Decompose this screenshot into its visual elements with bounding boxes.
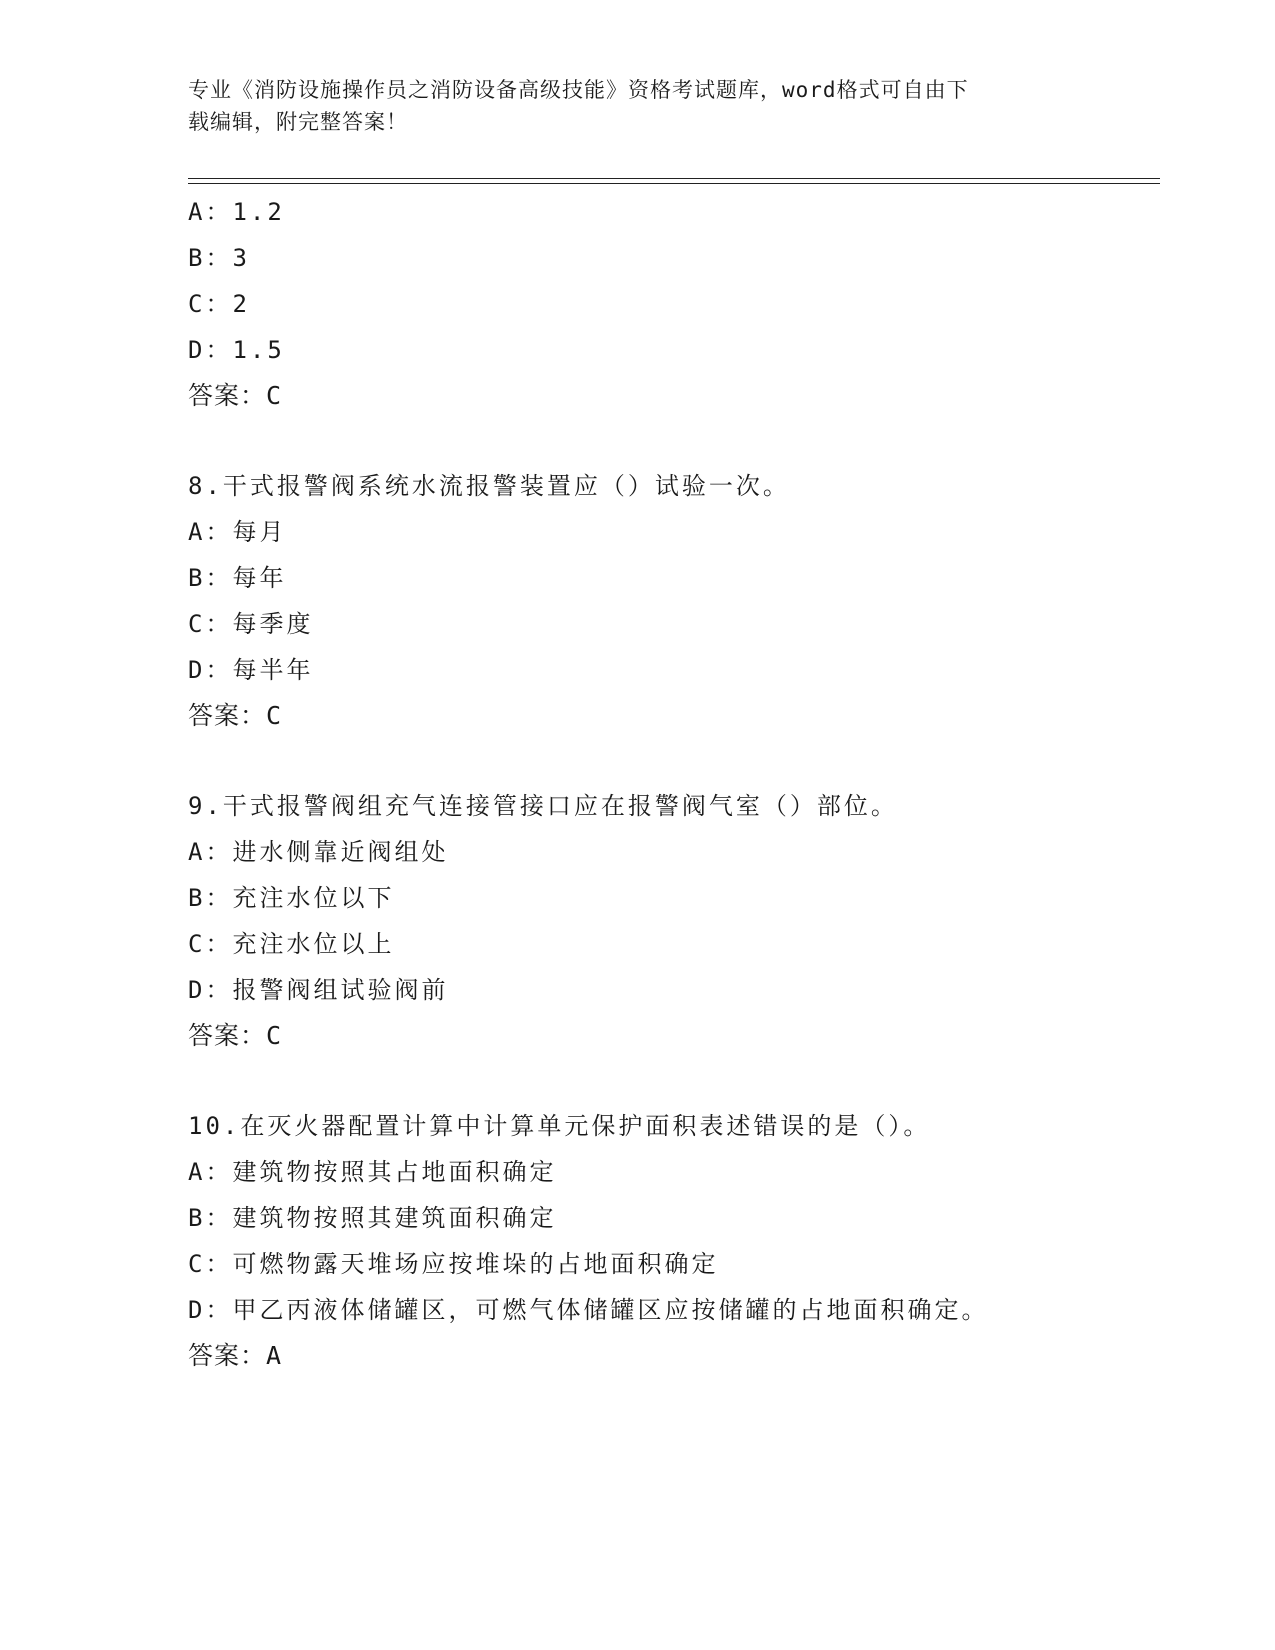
option-c: C：充注水位以上 (188, 930, 395, 958)
option-d: D：报警阀组试验阀前 (188, 976, 449, 1004)
option-a: A：进水侧靠近阀组处 (188, 838, 449, 866)
option-d: D：每半年 (188, 656, 314, 684)
header-divider-bottom (188, 183, 1160, 184)
question-list (188, 189, 1160, 1379)
question-block-10 (188, 1103, 1160, 1379)
header-line-1: 专业《消防设施操作员之消防设备高级技能》资格考试题库，word格式可自由下 (188, 78, 969, 102)
question-spacer (188, 739, 1160, 783)
question-spacer (188, 419, 1160, 463)
question-text: 9.干式报警阀组充气连接管接口应在报警阀气室（）部位。 (188, 792, 898, 820)
answer: 答案：C (188, 1021, 283, 1050)
option-b: B：充注水位以下 (188, 884, 395, 912)
option-c: C：每季度 (188, 610, 314, 638)
option-a: A：1.2 (188, 198, 285, 226)
option-a: A：建筑物按照其占地面积确定 (188, 1158, 557, 1186)
option-b: B：3 (188, 244, 250, 272)
question-text: 8.干式报警阀系统水流报警装置应（）试验一次。 (188, 472, 790, 500)
document-header (188, 74, 1088, 138)
option-d: D：甲乙丙液体储罐区，可燃气体储罐区应按储罐的占地面积确定。 (188, 1296, 989, 1324)
question-spacer (188, 1059, 1160, 1103)
question-block-9 (188, 783, 1160, 1059)
answer: 答案：C (188, 381, 283, 410)
question-block-7 (188, 189, 1160, 419)
question-block-8 (188, 463, 1160, 739)
answer: 答案：A (188, 1341, 283, 1370)
option-b: B：建筑物按照其建筑面积确定 (188, 1204, 557, 1232)
answer: 答案：C (188, 701, 283, 730)
option-b: B：每年 (188, 564, 287, 592)
option-d: D：1.5 (188, 336, 285, 364)
question-text: 10.在灭火器配置计算中计算单元保护面积表述错误的是（）。 (188, 1112, 931, 1140)
option-c: C：2 (188, 290, 250, 318)
option-a: A：每月 (188, 518, 287, 546)
option-c: C：可燃物露天堆场应按堆垛的占地面积确定 (188, 1250, 719, 1278)
header-divider-top (188, 178, 1160, 179)
header-line-2: 载编辑，附完整答案！ (188, 110, 408, 134)
